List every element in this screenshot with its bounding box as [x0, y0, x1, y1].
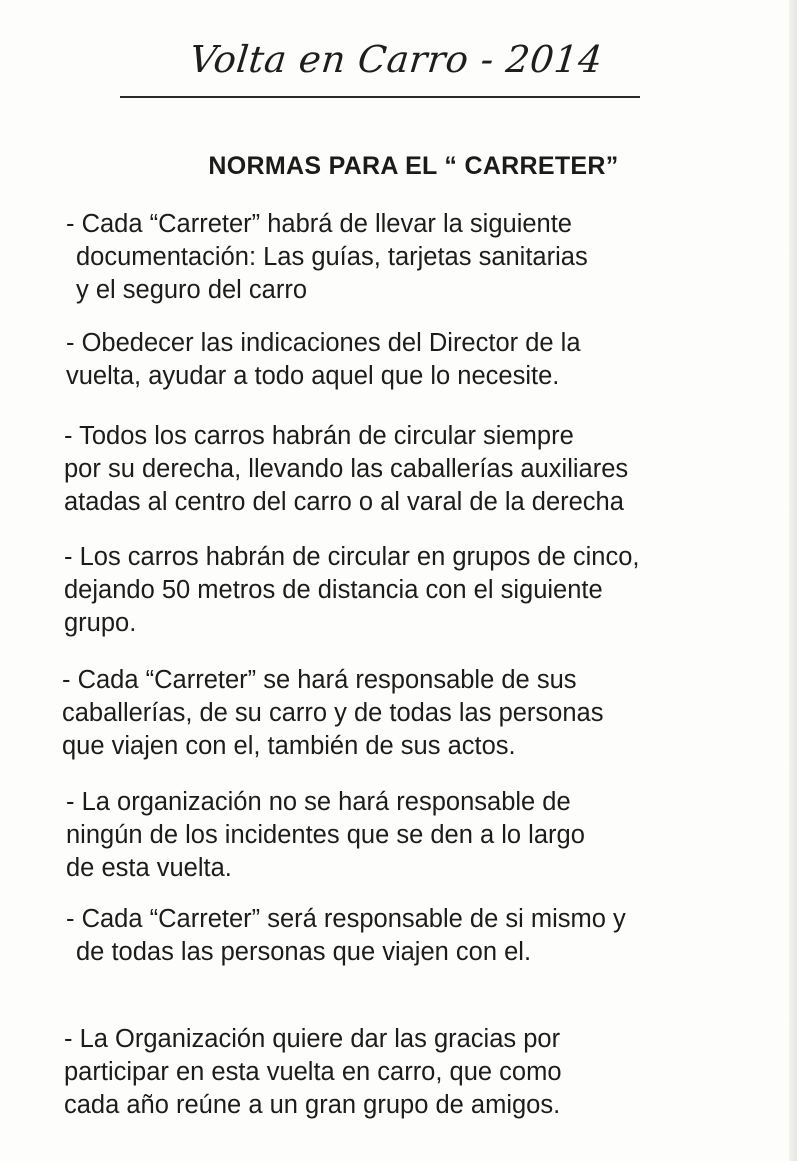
rule-line: - Cada “Carreter” se hará responsable de sus	[62, 666, 577, 694]
rule-line: - Cada “Carreter” será responsable de si mismo y	[66, 905, 626, 933]
rule-item-3	[64, 420, 628, 519]
rule-item-6	[66, 786, 585, 885]
rule-line: ningún de los incidentes que se den a lo largo	[66, 821, 585, 849]
rule-line: - Obedecer las indicaciones del Director de la	[66, 329, 581, 357]
rule-line: - La Organización quiere dar las gracias por	[64, 1025, 561, 1053]
rule-line: por su derecha, llevando las caballerías auxiliares	[64, 455, 629, 483]
rule-line: dejando 50 metros de distancia con el siguiente	[64, 576, 603, 604]
rule-item-7	[66, 903, 626, 969]
rule-line: documentación: Las guías, tarjetas sanitarias	[76, 243, 588, 271]
rule-line: - Cada “Carreter” habrá de llevar la siguiente	[66, 210, 572, 238]
rule-line: - La organización no se hará responsable de	[66, 788, 571, 816]
document-title: Volta en Carro - 2014	[187, 38, 605, 81]
title-underline	[120, 96, 640, 98]
rule-line: caballerías, de su carro y de todas las personas	[62, 699, 604, 727]
rule-line: de esta vuelta.	[66, 854, 232, 882]
rule-item-4	[64, 541, 639, 640]
rule-line: - Todos los carros habrán de circular siempre	[64, 422, 574, 450]
rule-line: atadas al centro del carro o al varal de la derecha	[64, 488, 624, 516]
rule-line: cada año reúne a un gran grupo de amigos.	[64, 1091, 561, 1119]
rule-line: vuelta, ayudar a todo aquel que lo necesite.	[66, 362, 560, 390]
rule-item-1	[66, 208, 588, 307]
rule-line: grupo.	[64, 609, 137, 637]
rule-item-8	[64, 1023, 562, 1122]
rule-line: - Los carros habrán de circular en grupos de cinco,	[64, 543, 640, 571]
rule-line: que viajen con el, también de sus actos.	[62, 732, 516, 760]
rule-item-5	[62, 664, 603, 763]
rule-line: participar en esta vuelta en carro, que como	[64, 1058, 562, 1086]
rules-heading: NORMAS PARA EL “ CARRETER”	[208, 152, 619, 180]
rule-item-2	[66, 327, 581, 393]
rule-line: y el seguro del carro	[76, 276, 308, 304]
rule-line: de todas las personas que viajen con el.	[76, 938, 532, 966]
